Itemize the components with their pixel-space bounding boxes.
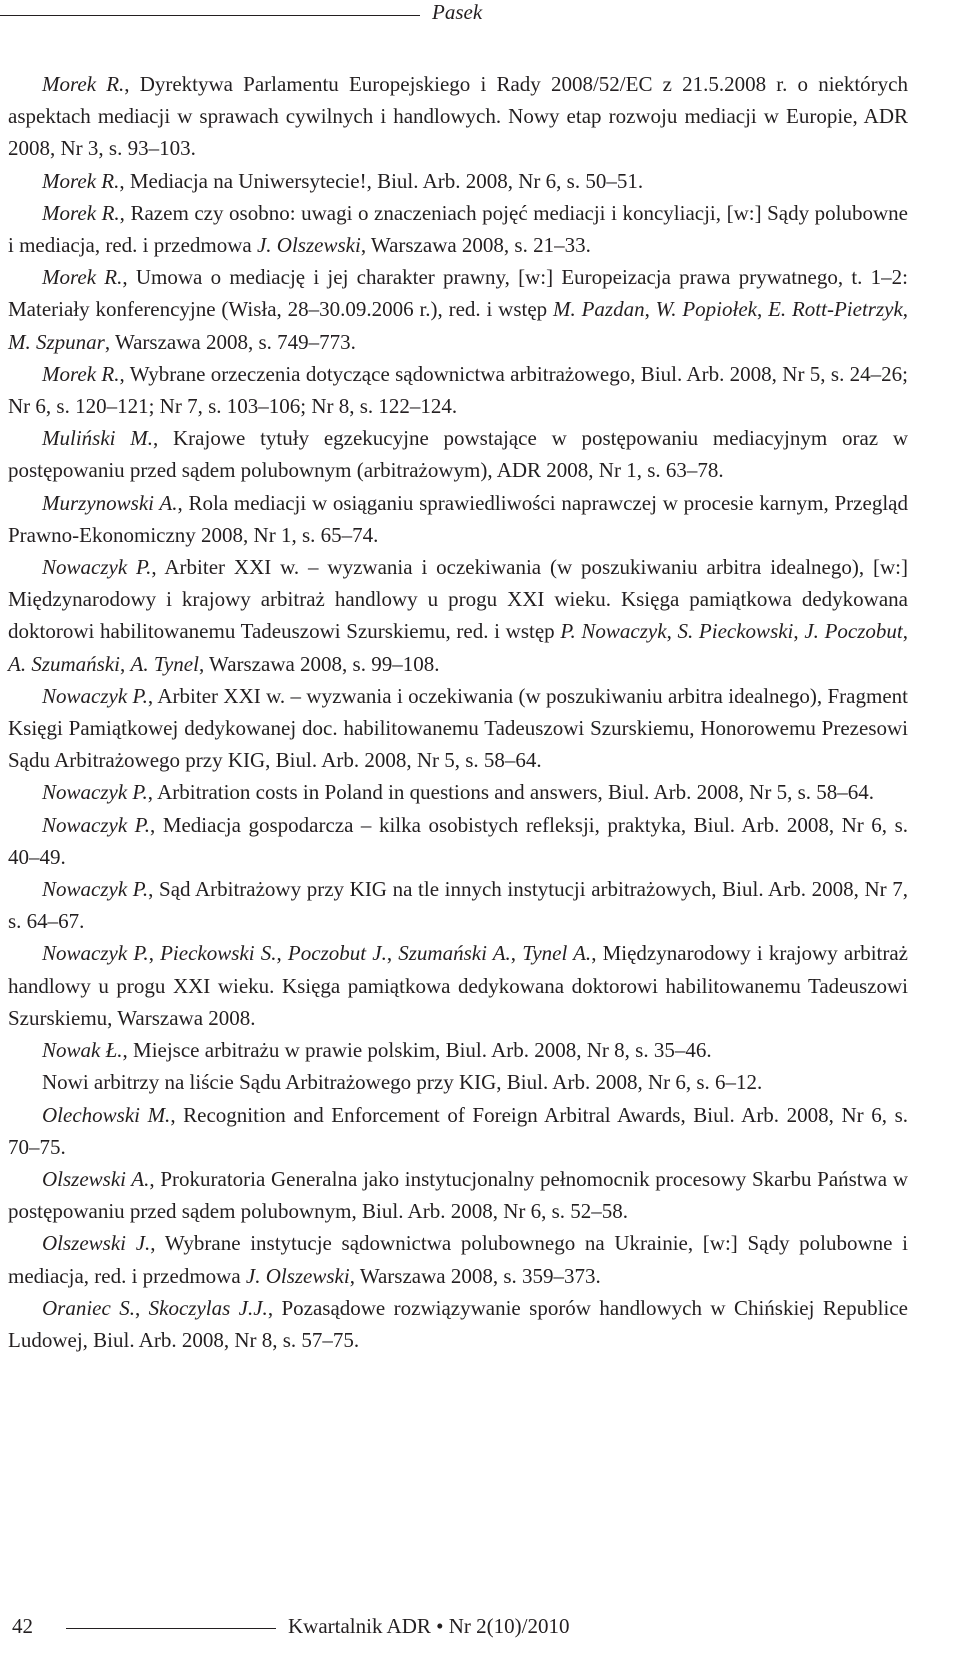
entry-text: , Razem czy osobno: uwagi o znaczeniach pojęć mediacji i koncyliacji, [w:] Sądy polubowne i mediacja, red. i przedmowa xyxy=(8,200,908,258)
entry-author: Morek R. xyxy=(42,200,120,225)
bibliography-entry xyxy=(8,776,908,808)
bibliography-entry xyxy=(8,937,908,1034)
bibliography-entry xyxy=(8,1099,908,1163)
entry-text: , Arbiter XXI w. – wyzwania i oczekiwania (w poszukiwaniu arbitra idealnego), Fragment Księgi Pamiątkowej dedykowanej doc. habilitowanemu Tadeuszowi Szurskiemu, Honorowemu Prezesowi Sądu Arbitrażowego przy KIG, Biul. Arb. 2008, Nr 5, s. 58–64. xyxy=(8,683,908,773)
entry-text: , xyxy=(148,941,161,966)
entry-author: Morek R. xyxy=(42,265,123,290)
entry-author: Oraniec S. xyxy=(42,1295,135,1320)
entry-text: , Arbiter XXI w. – wyzwania i oczekiwania (w poszukiwaniu arbitra idealnego), [w:] Międzynarodowy i krajowy arbitraż handlowy u progu XXI wieku. Księga pamiątkowa dedykowana doktorowi habilitowanemu Tadeuszowi Szurskiemu, red. i wstęp xyxy=(8,555,908,644)
journal-title: Kwartalnik ADR • Nr 2(10)/2010 xyxy=(288,1614,570,1638)
entry-author: E. Rott-Pietrzyk xyxy=(768,297,903,322)
entry-text: , Warszawa 2008, s. 749–773. xyxy=(104,329,356,354)
entry-text: , xyxy=(276,941,288,966)
entry-text: , xyxy=(644,297,656,322)
entry-text: , Miejsce arbitrażu w prawie polskim, Biul. Arb. 2008, Nr 8, s. 35–46. xyxy=(122,1038,712,1063)
entry-text: , Wybrane orzeczenia dotyczące sądownictwa arbitrażowego, Biul. Arb. 2008, Nr 5, s. 24–26; Nr 6, s. 120–121; Nr 7, s. 103–106; Nr 8, s. 122–124. xyxy=(8,361,909,419)
entry-text: , Warszawa 2008, s. 359–373. xyxy=(349,1263,601,1288)
entry-text: , Mediacja na Uniwersytecie!, Biul. Arb. 2008, Nr 6, s. 50–51. xyxy=(119,168,644,193)
entry-text: , Warszawa 2008, s. 21–33. xyxy=(360,233,591,258)
bibliography-entry xyxy=(8,1227,908,1291)
bibliography-entry xyxy=(8,165,908,197)
entry-text: , Wybrane instytucje sądownictwa polubownego na Ukrainie, [w:] Sądy polubowne i mediacja, red. i przedmowa xyxy=(8,1231,908,1288)
bibliography-entry xyxy=(8,261,908,358)
entry-text: , xyxy=(666,619,678,644)
entry-author: Pieckowski S. xyxy=(160,941,277,966)
entry-text: , xyxy=(756,297,769,322)
entry-author: M. Szpunar xyxy=(8,329,105,354)
running-header-title: Pasek xyxy=(432,0,483,24)
entry-author: J. Poczobut xyxy=(804,619,903,644)
entry-text: , xyxy=(793,619,805,644)
footer-rule xyxy=(66,1628,276,1629)
entry-author: Nowak Ł. xyxy=(42,1038,123,1063)
header-rule xyxy=(0,15,420,16)
entry-author: Skoczylas J.J. xyxy=(148,1295,268,1320)
entry-author: Nowaczyk P. xyxy=(42,780,148,805)
entry-author: Nowaczyk P. xyxy=(42,877,149,902)
entry-author: Nowaczyk P. xyxy=(42,941,149,966)
entry-author: Nowaczyk P. xyxy=(42,555,152,580)
bibliography-entry xyxy=(8,487,908,551)
entry-text: , Rola mediacji w osiąganiu sprawiedliwości naprawczej w procesie karnym, Przegląd Prawno-Ekonomiczny 2008, Nr 1, s. 65–74. xyxy=(8,490,908,547)
entry-author: P. Nowaczyk xyxy=(560,619,667,644)
entry-author: Olechowski M. xyxy=(42,1102,171,1127)
entry-author: W. Popiołek xyxy=(655,297,757,322)
bibliography-entry xyxy=(8,422,908,486)
entry-author: A. Szumański xyxy=(8,651,120,676)
entry-author: Tynel A. xyxy=(522,941,592,966)
entry-text: , xyxy=(386,941,399,966)
running-header xyxy=(0,0,912,40)
entry-author: Szumański A. xyxy=(398,941,511,966)
bibliography-entry xyxy=(8,197,908,261)
entry-author: M. Pazdan xyxy=(553,297,645,322)
entry-text: , Dyrektywa Parlamentu Europejskiego i Rady 2008/52/EC z 21.5.2008 r. o niektórych aspektach mediacji w sprawach cywilnych i handlowych. Nowy etap rozwoju mediacji w Europie, ADR 2008, Nr 3, s. 93–103. xyxy=(8,72,908,161)
entry-text: , Międzynarodowy i krajowy arbitraż handlowy u progu XXI wieku. Księga pamiątkowa dedykowana doktorowi habilitowanemu Tadeuszowi Szurskiemu, Warszawa 2008. xyxy=(8,941,909,1030)
entry-author: Olszewski A. xyxy=(42,1166,150,1191)
entry-text: , xyxy=(510,941,523,966)
entry-author: Nowaczyk P. xyxy=(42,683,148,708)
entry-author: Morek R. xyxy=(42,168,120,193)
page-number: 42 xyxy=(12,1614,33,1638)
entry-author: Murzynowski A. xyxy=(42,490,178,515)
entry-text: , Warszawa 2008, s. 99–108. xyxy=(198,651,440,676)
bibliography-entry xyxy=(8,68,908,165)
bibliography-entry xyxy=(8,1034,908,1066)
entry-author: Poczobut J. xyxy=(287,941,387,966)
entry-text: , xyxy=(120,651,131,676)
entry-text: Nowi arbitrzy na liście Sądu Arbitrażowego przy KIG, Biul. Arb. 2008, Nr 6, s. 6–12. xyxy=(42,1070,763,1095)
bibliography-entry xyxy=(8,1066,908,1098)
page-footer xyxy=(0,1600,912,1640)
entry-text: , Recognition and Enforcement of Foreign Arbitral Awards, Biul. Arb. 2008, Nr 6, s. 70–75. xyxy=(8,1102,908,1159)
bibliography-entry xyxy=(8,873,908,937)
entry-author: S. Pieckowski xyxy=(677,619,794,644)
bibliography-entry xyxy=(8,1163,908,1227)
entry-text: , Krajowe tytuły egzekucyjne powstające w postępowaniu mediacyjnym oraz w postępowaniu przed sądem polubownym (arbitrażowym), ADR 2008, Nr 1, s. 63–78. xyxy=(8,426,909,483)
entry-text: , Arbitration costs in Poland in questions and answers, Biul. Arb. 2008, Nr 5, s. 58–64. xyxy=(147,780,874,805)
bibliography-entry xyxy=(8,680,908,777)
bibliography-entry xyxy=(8,1292,908,1356)
entry-text: , Prokuratoria Generalna jako instytucjonalny pełnomocnik procesowy Skarbu Państwa w postępowaniu przed sądem polubownym, Biul. Arb. 2008, Nr 6, s. 52–58. xyxy=(8,1166,908,1224)
entry-text: , xyxy=(902,619,909,644)
bibliography-entry xyxy=(8,809,908,873)
bibliography-entry xyxy=(8,358,908,422)
entry-author: Nowaczyk P. xyxy=(42,812,151,837)
entry-text: , Umowa o mediację i jej charakter prawny, [w:] Europeizacja prawa prywatnego, t. 1–2: Materiały konferencyjne (Wisła, 28–30.09.2006 r.), red. i wstęp xyxy=(8,265,908,322)
entry-author: J. Olszewski xyxy=(245,1263,350,1288)
bibliography-entry xyxy=(8,551,908,680)
entry-text: , Pozasądowe rozwiązywanie sporów handlowych w Chińskiej Republice Ludowej, Biul. Arb. 2008, Nr 8, s. 57–75. xyxy=(8,1295,908,1352)
entry-author: Olszewski J. xyxy=(42,1231,151,1256)
entry-author: Morek R. xyxy=(42,72,125,96)
entry-text: , Sąd Arbitrażowy przy KIG na tle innych instytucji arbitrażowych, Biul. Arb. 2008, Nr 7, s. 64–67. xyxy=(8,877,908,934)
entry-author: J. Olszewski xyxy=(256,233,361,258)
entry-author: A. Tynel xyxy=(130,651,199,676)
entry-text: , xyxy=(902,297,909,322)
entry-author: Muliński M. xyxy=(42,426,153,451)
entry-text: , xyxy=(134,1295,149,1320)
entry-author: Morek R. xyxy=(42,361,120,386)
bibliography-list xyxy=(8,68,908,1356)
entry-text: , Mediacja gospodarcza – kilka osobistych refleksji, praktyka, Biul. Arb. 2008, Nr 6, s. 40–49. xyxy=(8,812,908,869)
